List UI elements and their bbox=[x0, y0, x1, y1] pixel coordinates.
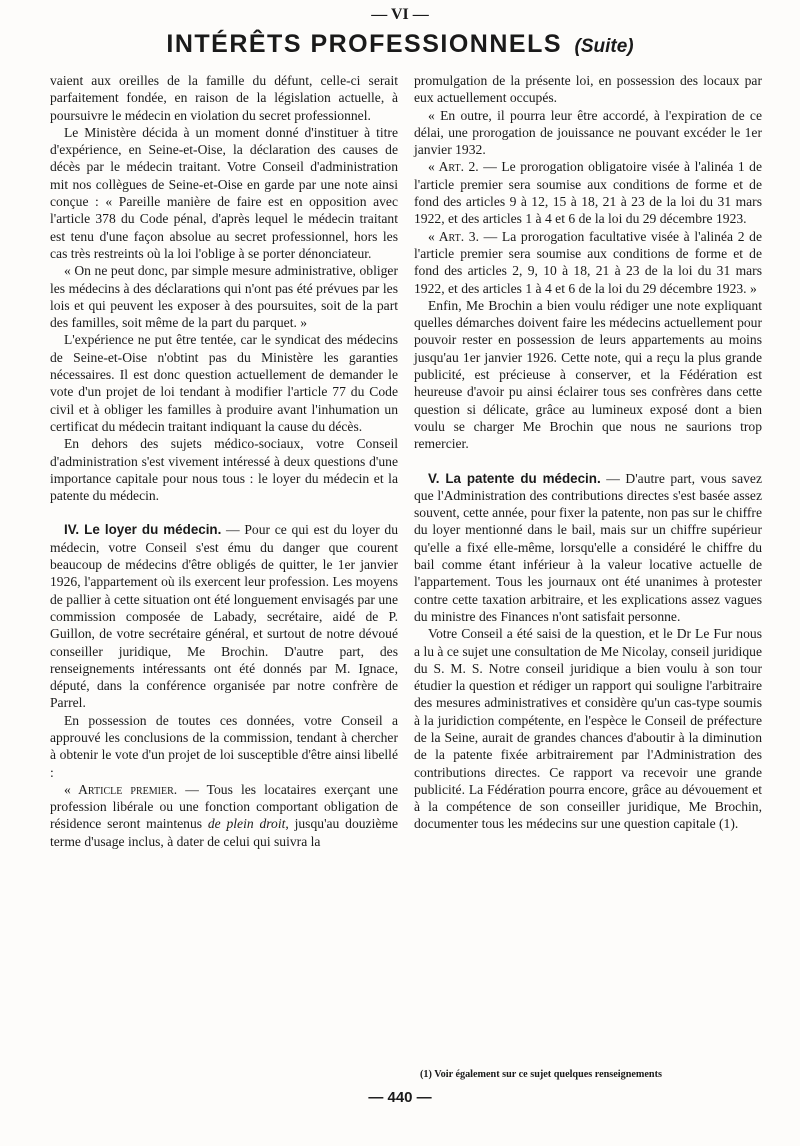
article-1-label: « Article premier. bbox=[64, 781, 178, 797]
right-paragraph-1: promulgation de la présente loi, en possession des locaux par eux actuellement occupés. bbox=[414, 73, 762, 106]
left-paragraph-7: En possession de toutes ces données, votre Conseil a approuvé les conclusions de la commission, tendant à chercher à obtenir le vote d'un projet de loi susceptible d'être ainsi libellé : bbox=[50, 712, 398, 780]
article-3-label: « Art. 3. bbox=[428, 228, 479, 244]
right-column bbox=[414, 72, 762, 833]
section-5-text: — D'autre part, vous savez que l'Administration des contributions directes s'est basée assez souvent, cette année, pour fixer la patente, non pas sur le chiffre du loyer mentionné dans le bail, mais sur un chiffre supérieur qu'elle a fixé elle-même, lorsqu'elle a considéré le chiffre du bail comme étant inférieur à la valeur locative actuelle de l'appartement. Tous les journaux ont été unanimes à protester contre cette taxation arbitraire, et les explications assez vagues du ministre des Finances n'ont satisfait personne. bbox=[414, 470, 762, 624]
left-paragraph-4: L'expérience ne put être tentée, car le syndicat des médecins de Seine-et-Oise n'obtint pas du Ministère les garanties nécessaires. Il est donc question actuellement de demander le vote d'un projet de loi tendant à modifier l'article 77 du Code civil et à obliger les familles à produire avant l'inhumation un certificat du médecin traitant indiquant la cause du décès. bbox=[50, 332, 398, 434]
footnote: (1) Voir également sur ce sujet quelques renseignements bbox=[420, 1069, 662, 1080]
article-2-label: « Art. 2. bbox=[428, 159, 479, 175]
header-suite: (Suite) bbox=[574, 36, 634, 57]
section-4-text: — Pour ce qui est du loyer du médecin, votre Conseil s'est ému du danger que courent beaucoup de médecins d'être obligés de quitter, le 1er janvier 1926, l'appartement où ils exercent leur profession. Les moyens de pallier à cette situation ont été longuement envisagés par une commission composée de Labady, secrétaire, aidé de P. Guillon, de votre secrétaire général, et surtout de notre dévoué conseiller juridique, Me Brochin. D'autre part, des renseignements intéressants ont été donnés par M. Ignace, député, dans la conférence organisée par notre confrère de Parrel. bbox=[50, 522, 398, 711]
article-1-text: — Tous les locataires exerçant une profession libérale ou une fonction comportant obligation de résidence seront maintenus bbox=[50, 781, 398, 832]
left-paragraph-5: En dehors des sujets médico-sociaux, votre Conseil d'administration s'est vivement intéressé à deux questions d'une importance capitale pour nous tous : le loyer du médecin et la patente du médecin. bbox=[50, 436, 398, 504]
article-1-tail: , jusqu'au douzième terme d'usage inclus, à dater de celui qui suivra la bbox=[50, 816, 398, 849]
page-marker-top: — VI — bbox=[371, 6, 429, 23]
section-4-title: IV. Le loyer du médecin. bbox=[64, 522, 222, 538]
page-number-bottom: — 440 — bbox=[368, 1089, 432, 1106]
left-paragraph-1: vaient aux oreilles de la famille du défunt, celle-ci serait parfaitement fondée, en raison de la législation actuelle, à poursuivre le médecin en violation du secret professionnel. bbox=[50, 73, 398, 123]
section-4-paragraph bbox=[50, 521, 398, 711]
left-paragraph-2: Le Ministère décida à un moment donné d'instituer à titre d'expérience, en Seine-et-Oise, la déclaration des causes de décès par le médecin traitant. Votre Conseil d'administration mit nos collègues de Seine-et-Oise en garde par une note ainsi conçue : « Pareille manière de faire est en opposition avec l'article 378 du Code pénal, d'après lequel le médecin traitant est tenu d'une façon absolue au secret professionnel, hors les cas très restreints où la loi l'oblige à se porter dénonciateur. bbox=[50, 124, 398, 261]
article-1-italic: de plein droit bbox=[207, 816, 286, 832]
article-3-text: — La prorogation facultative visée à l'alinéa 2 de l'article premier sera soumise aux conditions de forme et de fond des articles 2, 9, 10 à 18, 21 à 23 de la loi du 31 mars 1922, et des articles 1 à 4 et 6 de la loi du 29 décembre 1923. » bbox=[414, 228, 762, 296]
right-paragraph-5: Enfin, Me Brochin a bien voulu rédiger une note expliquant quelles démarches doivent faire les médecins actuellement pour pouvoir rester en possession de leurs appartements au moins jusqu'au 1er janvier 1926. Cette note, qui a reçu la plus grande publicité, est précieuse à conserver, et la Fédération est heureuse d'avoir pu ainsi éclairer tous ses confrères dans cette question si délicate, grâce au lumineux exposé dont a bien voulu se charger Me Brochin que nous ne saurions trop remercier. bbox=[414, 297, 762, 452]
left-paragraph-3: « On ne peut donc, par simple mesure administrative, obliger les médecins à des déclarations qui n'ont pas été prévues par les lois et qui peuvent les exposer à des poursuites, soit de la part des familles, soit même de la part du parquet. » bbox=[50, 263, 398, 331]
article-2-paragraph bbox=[414, 158, 762, 227]
left-column bbox=[50, 72, 398, 850]
section-5-paragraph bbox=[414, 470, 762, 626]
section-5-title: V. La patente du médecin. bbox=[428, 470, 601, 486]
header-title: INTÉRÊTS PROFESSIONNELS bbox=[166, 30, 563, 58]
article-3-paragraph bbox=[414, 228, 762, 297]
article-2-text: — Le prorogation obligatoire visée à l'alinéa 1 de l'article premier sera soumise aux conditions de forme et de fond des articles 9 à 12, 15 à 18, 21 à 23 de la loi du 31 mars 1922, et des articles 1 à 4 et 6 de la loi du 29 décembre 1923. bbox=[414, 159, 762, 227]
right-paragraph-7: Votre Conseil a été saisi de la question, et le Dr Le Fur nous a lu à ce sujet une consultation de Me Nicolay, conseil juridique du S. M. S. Notre conseil juridique a bien voulu à son tour étudier la question et rédiger un rapport qui souligne l'arbitraire des mesures administratives et considère qu'un cas-type soumis à la juridiction compétente, en l'espèce le Conseil de préfecture de la Seine, aurait de grandes chances d'aboutir à la diminution de la patente fixée arbitrairement par l'Administration des contributions directes. Ce rapport va recevoir une grande publicité. La Fédération pourra encore, grâce au dévouement et à la compétence de son conseiller juridique, Me Brochin, documenter tous les médecins sur une question capitale (1). bbox=[414, 626, 762, 832]
page-header bbox=[0, 30, 800, 59]
article-1-paragraph bbox=[50, 781, 398, 850]
right-paragraph-2: « En outre, il pourra leur être accordé, à l'expiration de ce délai, une prorogation de jouissance ne pouvant excéder le 1er janvier 1932. bbox=[414, 107, 762, 158]
